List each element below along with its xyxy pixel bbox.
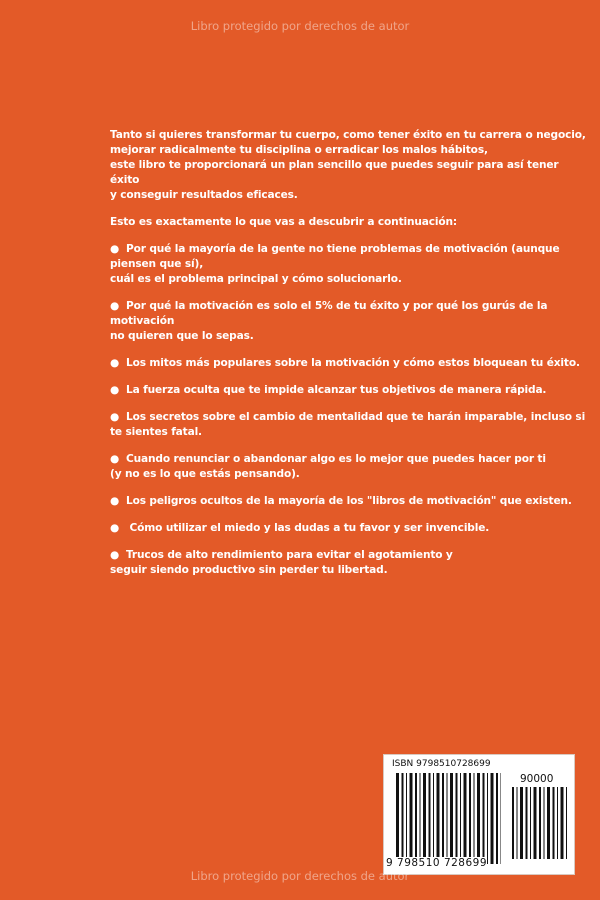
barcode-bar	[447, 773, 448, 864]
barcode-bar	[534, 787, 537, 859]
barcode-bar	[530, 787, 531, 859]
barcode-bar	[423, 773, 426, 864]
barcode-bar	[456, 773, 458, 864]
bullet-item	[110, 410, 590, 440]
bullet-icon: ●	[110, 384, 120, 396]
barcode-bar	[561, 787, 564, 859]
barcode-bar	[501, 773, 502, 864]
bullet-list	[110, 242, 590, 578]
bullet-text: Trucos de alto rendimiento para evitar el agotamiento y seguir siendo productivo sin perder tu libertad.	[110, 549, 453, 576]
isbn-barcode	[383, 754, 575, 875]
barcode-bar	[469, 773, 471, 864]
bullet-text: Por qué la motivación es solo el 5% de tu éxito y por qué los gurús de la motivación no quieren que lo sepas.	[110, 300, 548, 342]
barcode-bar	[442, 773, 444, 864]
bullet-item	[110, 299, 590, 344]
bullet-icon: ●	[110, 495, 120, 507]
barcode-bars	[396, 773, 501, 864]
bullet-item	[110, 521, 590, 536]
barcode-bar	[396, 773, 399, 864]
bullet-icon: ●	[110, 243, 120, 255]
barcode-bar	[487, 773, 488, 864]
lead-paragraph: Esto es exactamente lo que vas a descubrir a continuación:	[110, 216, 457, 228]
price-addon-number: 90000	[520, 773, 554, 785]
barcode-bar	[544, 787, 545, 859]
barcode-bar	[539, 787, 541, 859]
barcode-bar	[520, 787, 523, 859]
bullet-item	[110, 452, 590, 482]
barcode-bar	[491, 773, 494, 864]
barcode-bar	[526, 787, 528, 859]
bullet-icon: ●	[110, 453, 120, 465]
bullet-text: Por qué la mayoría de la gente no tiene problemas de motivación (aunque piensen que sí), cuál es el problema principal y cómo solucionarlo.	[110, 243, 560, 285]
price-addon-bars	[512, 787, 567, 859]
barcode-bar	[429, 773, 431, 864]
copyright-watermark-top: Libro protegido por derechos de autor	[190, 19, 410, 33]
bullet-item	[110, 383, 590, 398]
barcode-bar	[410, 773, 413, 864]
barcode-bar	[566, 787, 567, 859]
bullet-icon: ●	[110, 411, 120, 423]
bullet-item	[110, 494, 590, 509]
bullet-item	[110, 548, 590, 578]
bullet-item	[110, 242, 590, 287]
bullet-text: Cuando renunciar o abandonar algo es lo mejor que puedes hacer por ti (y no es lo que estás pensando).	[110, 453, 546, 480]
barcode-bar	[415, 773, 417, 864]
barcode-bar	[547, 787, 550, 859]
bullet-text: Los secretos sobre el cambio de mentalidad que te harán imparable, incluso si te sientes fatal.	[110, 411, 586, 438]
barcode-bar	[402, 773, 404, 864]
barcode-bar	[477, 773, 480, 864]
bullet-text: Cómo utilizar el miedo y las dudas a tu favor y ser invencible.	[126, 522, 490, 534]
bullet-icon: ●	[110, 300, 120, 312]
barcode-bar	[437, 773, 440, 864]
barcode-bar	[557, 787, 558, 859]
bullet-item	[110, 356, 590, 371]
copyright-watermark-bottom: Libro protegido por derechos de autor	[190, 869, 410, 883]
barcode-bar	[553, 787, 555, 859]
bullet-icon: ●	[110, 522, 120, 534]
barcode-bar	[450, 773, 453, 864]
barcode-bar	[464, 773, 467, 864]
barcode-bar	[483, 773, 485, 864]
bullet-text: Los mitos más populares sobre la motivación y cómo estos bloquean tu éxito.	[126, 357, 580, 369]
barcode-bar	[474, 773, 475, 864]
bullet-text: Los peligros ocultos de la mayoría de los "libros de motivación" que existen.	[126, 495, 572, 507]
bullet-text: La fuerza oculta que te impide alcanzar tus objetivos de manera rápida.	[126, 384, 547, 396]
barcode-bar	[512, 787, 514, 859]
back-cover-text	[110, 128, 590, 590]
intro-paragraph: Tanto si quieres transformar tu cuerpo, como tener éxito en tu carrera o negocio, mejorar radicalmente tu disciplina o erradicar los malos hábitos, este libro te proporcionará un plan sencillo que puedes seguir para así tener éxito y conseguir resultados eficaces.	[110, 129, 586, 201]
barcode-bar	[433, 773, 434, 864]
barcode-bar	[460, 773, 461, 864]
bullet-icon: ●	[110, 549, 120, 561]
isbn-label: ISBN 9798510728699	[392, 759, 491, 769]
bullet-icon: ●	[110, 357, 120, 369]
barcode-bar	[517, 787, 518, 859]
barcode-bar	[406, 773, 407, 864]
barcode-bar	[420, 773, 421, 864]
barcode-digits: 9 798510 728699	[386, 857, 488, 869]
barcode-bar	[496, 773, 498, 864]
